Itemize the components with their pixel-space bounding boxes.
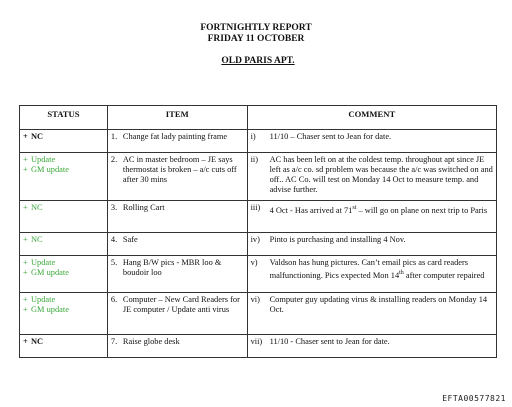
report-subject: OLD PARIS APT. <box>221 56 295 66</box>
comment-text: 11/10 – Chaser sent to Jean for date. <box>269 132 392 141</box>
status-cell <box>20 256 108 293</box>
plus-bullet-icon: + <box>23 203 28 212</box>
table-row <box>20 201 497 233</box>
item-text: Safe <box>122 235 138 244</box>
table-row <box>20 293 497 335</box>
comment-text: 4 Oct - Has arrived at 71st – will go on plane on next trip to Paris <box>269 205 488 215</box>
item-cell <box>107 153 247 201</box>
status-label: NC <box>31 203 43 212</box>
report-date: FRIDAY 11 OCTOBER <box>207 34 305 44</box>
item-text: Change fat lady painting frame <box>122 132 228 141</box>
item-cell <box>107 335 247 358</box>
item-number: 4. <box>110 235 118 244</box>
status-cell <box>20 335 108 358</box>
status-label: GM update <box>31 268 69 277</box>
comment-cell <box>247 256 496 293</box>
table-row <box>20 335 497 358</box>
item-number: 7. <box>110 337 118 346</box>
plus-bullet-icon: + <box>23 258 28 267</box>
item-text: AC in master bedroom – JE says thermostat is broken – a/c cuts off after 30 mins <box>122 155 237 184</box>
status-cell <box>20 201 108 233</box>
comment-number: i) <box>250 132 256 141</box>
item-number: 1. <box>110 132 118 141</box>
table-row <box>20 153 497 201</box>
status-entry <box>23 337 104 347</box>
status-label: NC <box>31 132 44 141</box>
plus-bullet-icon: + <box>23 295 28 304</box>
plus-bullet-icon: + <box>23 268 28 277</box>
status-label: Update <box>31 155 56 164</box>
plus-bullet-icon: + <box>23 132 28 141</box>
comment-cell <box>247 130 496 153</box>
comment-text: Valdson has hung pictures. Can’t email pics as card readers malfunctioning. Pics expected Mon 14th after computer repaired <box>269 258 485 280</box>
item-text: Rolling Cart <box>122 203 165 212</box>
comment-number: vi) <box>250 295 260 304</box>
comment-text: 11/10 - Chaser sent to Jean for date. <box>269 337 390 346</box>
status-entry <box>23 268 104 278</box>
status-cell <box>20 153 108 201</box>
item-cell <box>107 293 247 335</box>
item-number: 5. <box>110 258 118 267</box>
comment-number: ii) <box>250 155 259 164</box>
table-row <box>20 130 497 153</box>
table-row <box>20 233 497 256</box>
comment-number: iii) <box>250 203 261 212</box>
status-label: Update <box>31 295 56 304</box>
comment-cell <box>247 153 496 201</box>
item-text: Computer – New Card Readers for JE computer / Update anti virus <box>122 295 240 314</box>
status-cell <box>20 130 108 153</box>
comment-cell <box>247 293 496 335</box>
comment-text: AC has been left on at the coldest temp. throughout apt since JE left as a/c co. sd problem was because the a/c was switched on and off.. AC Co. will test on Monday 14 Oct to measure temp. and advise further. <box>269 155 493 194</box>
plus-bullet-icon: + <box>23 337 28 346</box>
plus-bullet-icon: + <box>23 305 28 314</box>
item-text: Raise globe desk <box>122 337 180 346</box>
header-status: STATUS <box>20 106 108 130</box>
plus-bullet-icon: + <box>23 235 28 244</box>
comment-number: vii) <box>250 337 263 346</box>
status-label: Update <box>31 258 56 267</box>
status-label: NC <box>31 337 44 346</box>
item-text: Hang B/W pics - MBR loo & boudoir loo <box>122 258 222 277</box>
comment-number: v) <box>250 258 258 267</box>
document-id: EFTA00577821 <box>442 394 506 403</box>
plus-bullet-icon: + <box>23 155 28 164</box>
table-header-row <box>20 106 497 130</box>
status-entry <box>23 155 104 165</box>
status-entry <box>23 165 104 175</box>
status-cell <box>20 233 108 256</box>
item-cell <box>107 256 247 293</box>
comment-text: Computer guy updating virus & installing readers on Monday 14 Oct. <box>269 295 488 314</box>
status-entry <box>23 132 104 142</box>
comment-number: iv) <box>250 235 260 244</box>
status-cell <box>20 293 108 335</box>
status-table <box>19 105 497 358</box>
status-entry <box>23 295 104 305</box>
status-label: GM update <box>31 165 69 174</box>
item-number: 3. <box>110 203 118 212</box>
plus-bullet-icon: + <box>23 165 28 174</box>
header-item: ITEM <box>107 106 247 130</box>
item-cell <box>107 233 247 256</box>
status-label: NC <box>31 235 43 244</box>
status-entry <box>23 235 104 245</box>
report-title: FORTNIGHTLY REPORT <box>200 23 312 33</box>
item-number: 6. <box>110 295 118 304</box>
comment-cell <box>247 233 496 256</box>
header-comment: COMMENT <box>247 106 496 130</box>
table-row <box>20 256 497 293</box>
status-entry <box>23 305 104 315</box>
comment-cell <box>247 201 496 233</box>
comment-text: Pinto is purchasing and installing 4 Nov. <box>269 235 406 244</box>
comment-cell <box>247 335 496 358</box>
status-entry <box>23 203 104 213</box>
status-label: GM update <box>31 305 69 314</box>
item-cell <box>107 130 247 153</box>
status-entry <box>23 258 104 268</box>
item-number: 2. <box>110 155 118 164</box>
item-cell <box>107 201 247 233</box>
